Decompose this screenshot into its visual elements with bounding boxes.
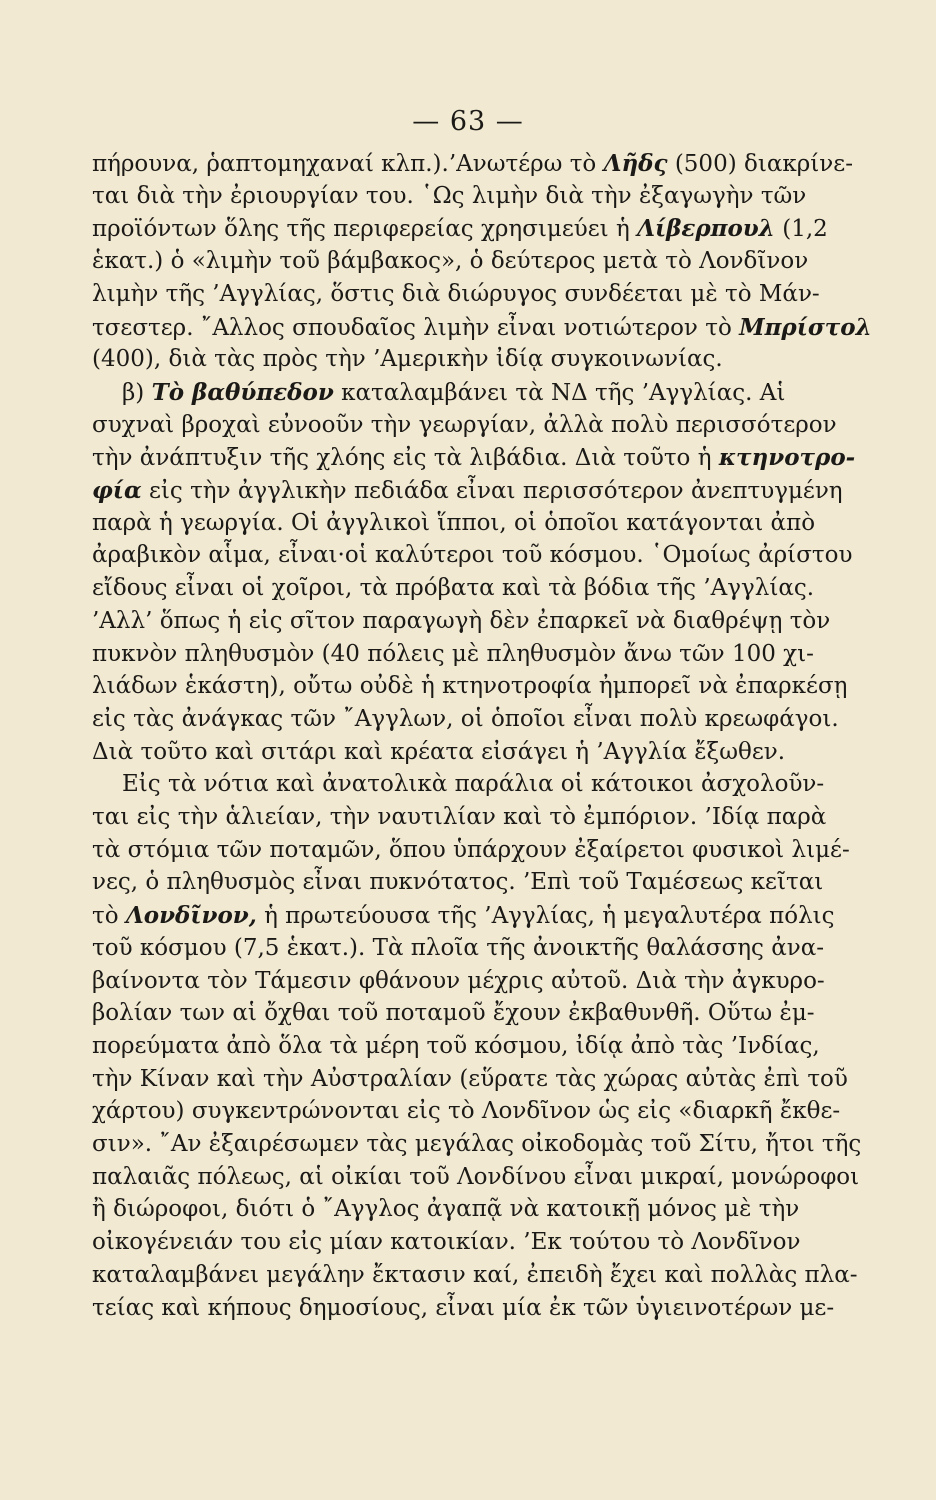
text-line xyxy=(92,804,827,830)
text-line xyxy=(92,1065,848,1092)
line-text: τοῦ κόσμου (7,5 ἑκατ.). Τὰ πλοῖα τῆς ἀνοικτῆς θαλάσσης ἀνα- xyxy=(92,934,825,961)
line-text: οἰκογένειάν του εἰς μίαν κατοικίαν. ’Εκ τούτου τὸ Λονδῖνον xyxy=(92,1229,801,1256)
line-text: προϊόντων ὅλης τῆς περιφερείας χρησιμεύει ἡ xyxy=(92,216,638,243)
emphasized-term: Λῆδς xyxy=(603,150,668,177)
line-text: Διὰ τοῦτο καὶ σιτάρι καὶ κρέατα εἰσάγει ἡ ’Αγγλία ἔξωθεν. xyxy=(92,738,786,765)
text-line xyxy=(122,378,786,406)
text-line xyxy=(92,967,825,994)
text-line xyxy=(122,771,825,798)
line-text: λιμὴν τῆς ’Αγγλίας, ὅστις διὰ διώρυγος συνδέεται μὲ τὸ Μάν- xyxy=(92,280,820,307)
text-line xyxy=(92,869,824,896)
line-text: Εἰς τὰ νότια καὶ ἀνατολικὰ παράλια οἱ κάτοικοι ἀσχολοῦν- xyxy=(122,771,825,798)
line-text: ἡ πρωτεύουσα τῆς ’Αγγλίας, ἡ μεγαλυτέρα πόλις xyxy=(256,903,835,930)
line-text: καταλαμβάνει τὰ ΝΔ τῆς ’Αγγλίας. Αἱ xyxy=(333,379,786,406)
line-text: (400), διὰ τὰς πρὸς τὴν ’Αμερικὴν ἰδίᾳ συγκοινωνίας. xyxy=(92,346,723,373)
text-line xyxy=(92,836,850,863)
line-text: τείας καὶ κήπους δημοσίους, εἶναι μία ἐκ τῶν ὑγιεινοτέρων με- xyxy=(92,1294,835,1321)
text-line xyxy=(92,673,848,700)
text-line xyxy=(92,640,814,667)
line-text: νες, ὁ πληθυσμὸς εἶναι πυκνότατος. ’Επὶ τοῦ Ταμέσεως κεῖται xyxy=(92,869,824,896)
text-line xyxy=(92,509,816,536)
line-text: σιν». ῎Αν ἐξαιρέσωμεν τὰς μεγάλας οἰκοδομὰς τοῦ Σίτυ, ἤτοι τῆς xyxy=(92,1131,862,1157)
emphasized-term: φία xyxy=(92,477,142,504)
line-text: εἴδους εἶναι οἱ χοῖροι, τὰ πρόβατα καὶ τὰ βόδια τῆς ’Αγγλίας. xyxy=(92,575,815,602)
text-line xyxy=(92,1098,841,1125)
line-text: πορεύματα ἀπὸ ὅλα τὰ μέρη τοῦ κόσμου, ἰδίᾳ ἀπὸ τὰς ’Ινδίας, xyxy=(92,1032,820,1059)
text-line xyxy=(92,248,809,275)
text-line xyxy=(92,1032,820,1059)
text-line xyxy=(92,575,815,602)
line-text: ’Αλλ’ ὅπως ἡ εἰς σῖτον παραγωγὴ δὲν ἐπαρκεῖ νὰ διαθρέψῃ τὸν xyxy=(92,607,831,634)
line-text: χάρτου) συγκεντρώνονται εἰς τὸ Λονδῖνον ὡς εἰς «διαρκῆ ἔκθε- xyxy=(92,1098,841,1125)
text-line xyxy=(92,150,853,177)
line-text: λιάδων ἑκάστη), οὔτω οὐδὲ ἡ κτηνοτροφία ἠμπορεῖ νὰ ἐπαρκέσῃ xyxy=(92,673,848,700)
emphasized-term: κτηνοτρο- xyxy=(718,444,856,472)
line-text: ται εἰς τὴν ἁλιείαν, τὴν ναυτιλίαν καὶ τὸ ἐμπόριον. ’Ιδίᾳ παρὰ xyxy=(92,804,827,830)
text-line xyxy=(92,411,837,438)
text-line xyxy=(92,902,835,930)
line-text: τσεστερ. ῎Αλλος σπουδαῖος λιμὴν εἶναι νοτιώτερον τὸ xyxy=(92,314,740,341)
line-text: εἰς τὰς ἀνάγκας τῶν ῎Αγγλων, οἱ ὁποῖοι εἶναι πολὺ κρεωφάγοι. xyxy=(92,705,839,732)
line-text: ται διὰ τὴν ἐριουργίαν του. ῾Ως λιμὴν διὰ τὴν ἐξαγωγὴν τῶν xyxy=(92,182,807,209)
line-text: ἑκατ.) ὁ «λιμὴν τοῦ βάμβακος», ὁ δεύτερος μετὰ τὸ Λονδῖνον xyxy=(92,248,809,275)
page-number: — 63 — xyxy=(412,106,524,137)
line-text: καταλαμβάνει μεγάλην ἔκτασιν καί, ἐπειδὴ ἔχει καὶ πολλὰς πλα- xyxy=(92,1261,858,1288)
line-text: βολίαν των αἱ ὄχθαι τοῦ ποταμοῦ ἔχουν ἐκβαθυνθῆ. Οὕτω ἐμ- xyxy=(92,1000,815,1027)
line-text: συχναὶ βροχαὶ εὐνοοῦν τὴν γεωργίαν, ἀλλὰ πολὺ περισσότερον xyxy=(92,411,837,438)
text-line xyxy=(92,1294,835,1321)
line-text: βαίνοντα τὸν Τάμεσιν φθάνουν μέχρις αὐτοῦ. Διὰ τὴν ἀγκυρο- xyxy=(92,967,825,994)
text-line xyxy=(92,215,828,243)
emphasized-term: Μπρίστολ xyxy=(739,313,872,341)
line-text: τὴν ἀνάπτυξιν τῆς χλόης εἰς τὰ λιβάδια. Διὰ τοῦτο ἡ xyxy=(92,445,719,472)
line-text: τὸ xyxy=(92,903,126,930)
line-text: ἀραβικὸν αἷμα, εἶναι·οἱ καλύτεροι τοῦ κόσμου. ῾Ομοίως ἀρίστου xyxy=(92,542,853,569)
line-text: β) xyxy=(122,379,152,406)
line-text: ἢ διώροφοι, διότι ὁ ῎Αγγλος ἀγαπᾷ νὰ κατοικῇ μόνος μὲ τὴν xyxy=(92,1196,800,1223)
line-text: πυκνὸν πληθυσμὸν (40 πόλεις μὲ πληθυσμὸν ἄνω τῶν 100 χι- xyxy=(92,640,814,667)
text-line xyxy=(92,934,825,961)
text-line xyxy=(92,542,853,569)
line-text: τὴν Κίναν καὶ τὴν Αὐστραλίαν (εὕρατε τὰς χώρας αὐτὰς ἐπὶ τοῦ xyxy=(92,1065,848,1092)
line-text: πήρουνα, ῥαπτομηχαναί κλπ.).’Ανωτέρω τὸ xyxy=(92,151,604,177)
text-line xyxy=(92,1261,858,1288)
text-line xyxy=(92,348,768,371)
text-line xyxy=(92,705,839,732)
line-text: τὰ στόμια τῶν ποταμῶν, ὅπου ὑπάρχουν ἐξαίρετοι φυσικοὶ λιμέ- xyxy=(92,836,850,863)
text-line xyxy=(92,1229,801,1256)
emphasized-term: Λονδῖνον, xyxy=(125,902,257,930)
text-line xyxy=(92,477,843,504)
line-text: παρὰ ἡ γεωργία. Οἱ ἀγγλικοὶ ἵπποι, οἱ ὁποῖοι κατάγονται ἀπὸ xyxy=(92,509,816,536)
text-line xyxy=(92,313,872,341)
text-line xyxy=(92,1196,800,1223)
text-line xyxy=(92,444,856,472)
text-line xyxy=(92,738,786,765)
emphasized-term: Τὸ βαθύπεδον xyxy=(151,378,334,406)
line-text: (500) διακρίνε- xyxy=(667,151,853,177)
text-line xyxy=(92,1000,815,1027)
line-text: παλαιᾶς πόλεως, αἱ οἰκίαι τοῦ Λονδίνου εἶναι μικραί, μονώροφοι xyxy=(92,1163,860,1190)
line-text: εἰς τὴν ἀγγλικὴν πεδιάδα εἶναι περισσότερον ἀνεπτυγμένη xyxy=(141,478,843,504)
text-line xyxy=(92,607,831,634)
text-line xyxy=(92,1163,860,1190)
text-line xyxy=(92,182,807,209)
text-line xyxy=(92,1131,862,1157)
emphasized-term: Λίβερπουλ xyxy=(637,215,775,243)
line-text: (1,2 xyxy=(774,216,828,243)
text-line xyxy=(92,280,820,307)
